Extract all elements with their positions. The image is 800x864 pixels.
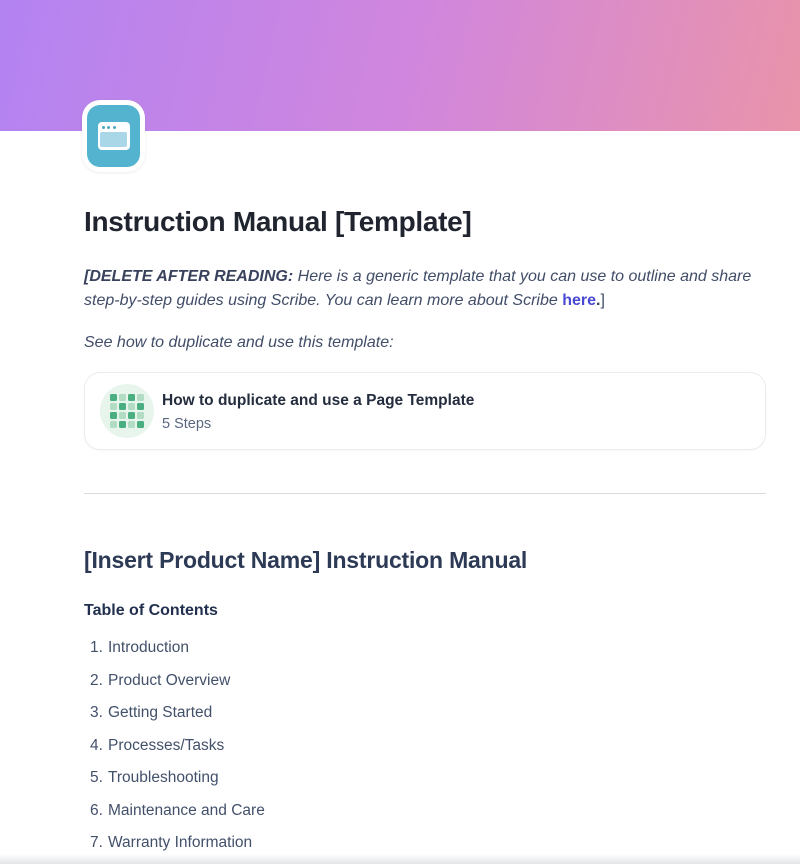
toc-list [84,640,766,852]
scribe-embed-card[interactable] [84,372,766,450]
toc-item-number: 2. [90,671,103,689]
toc-item-label: Processes/Tasks [108,736,225,754]
toc-item-number: 6. [90,801,103,819]
toc-item-number: 5. [90,769,103,786]
page-title: Instruction Manual [Template] [84,206,472,237]
bottom-scroll-fade [0,854,800,864]
section-divider [84,493,766,494]
toc-item-number: 1. [90,639,103,656]
toc-item-label: Troubleshooting [108,769,219,786]
scribe-card-steps: 5 Steps [162,415,212,432]
intro-note-period: . [596,291,601,309]
subtitle: See how to duplicate and use this template: [84,334,394,351]
document-window-icon [87,105,140,167]
toc-item-number: 7. [90,834,103,851]
toc-item-number: 4. [90,736,103,754]
toc-title: Table of Contents [84,602,218,619]
page-app-icon [82,100,145,172]
toc-item [90,738,766,755]
toc-item [90,770,766,787]
here-link[interactable]: here [562,291,596,309]
window-body [100,132,127,147]
window-dot [113,126,116,129]
intro-note [84,265,766,312]
section-heading: [Insert Product Name] Instruction Manual [84,547,528,573]
grid-icon [100,384,154,438]
page-content [84,203,766,852]
toc-item-number: 3. [90,704,103,721]
scribe-card-title: How to duplicate and use a Page Template [162,391,475,409]
scribe-card-text [162,391,474,432]
toc-item-label: Introduction [108,639,189,656]
window-dot [102,126,105,129]
toc-item [90,835,766,852]
grid-icon-cells [110,394,144,428]
intro-note-body: Here is a generic template that you can use to outline and share step-by-step guides using Scribe. You can learn more about Scribe [84,268,752,309]
toc-item [90,803,766,820]
intro-note-bold: [DELETE AFTER READING: [84,268,294,285]
window-glyph [98,122,130,150]
toc-item [90,705,766,722]
intro-note-closing: ] [600,291,605,309]
toc-item-label: Getting Started [108,704,213,721]
toc-item-label: Warranty Information [108,834,253,851]
toc-item [90,640,766,657]
window-dot [107,126,110,129]
toc-item-label: Product Overview [108,671,231,689]
toc-item [90,673,766,690]
toc-item-label: Maintenance and Care [108,801,265,819]
